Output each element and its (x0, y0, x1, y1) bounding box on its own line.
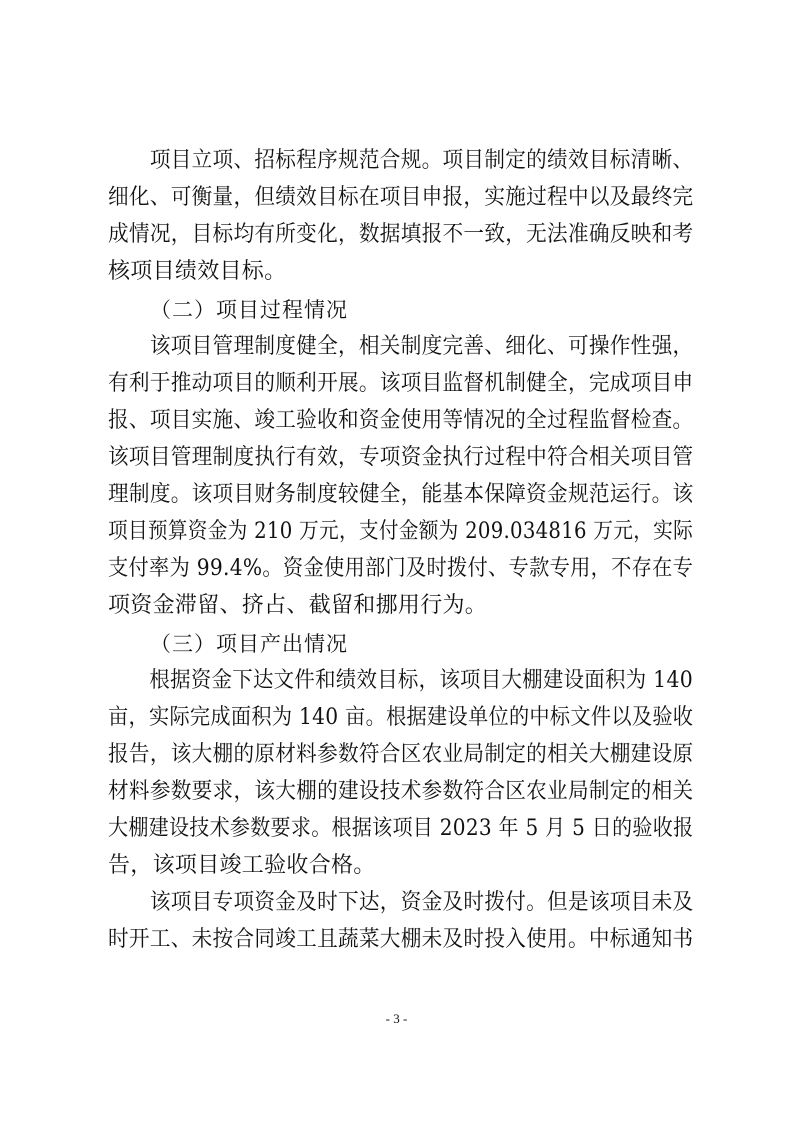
paragraph-2-line-4: 该项目管理制度执行有效，专项资金执行过程中符合相关项目管 (108, 445, 694, 470)
paragraph-3-line-1: 根据资金下达文件和绩效目标，该项目大棚建设面积为 140 (108, 668, 694, 693)
paragraph-2-line-2: 有利于推动项目的顺利开展。该项目监督机制健全，完成项目申 (108, 371, 694, 396)
paragraph-1-line-2: 细化、可衡量，但绩效目标在项目申报，实施过程中以及最终完 (108, 185, 694, 210)
page-number: - 3 - (385, 1011, 408, 1026)
paragraph-1-line-4: 核项目绩效目标。 (108, 259, 287, 284)
paragraph-1-line-1: 项目立项、招标程序规范合规。项目制定的绩效目标清晰、 (108, 148, 694, 173)
paragraph-3-line-2: 亩，实际完成面积为 140 亩。根据建设单位的中标文件以及验收 (108, 705, 694, 730)
paragraph-3-line-3: 报告，该大棚的原材料参数符合区农业局制定的相关大棚建设原 (108, 742, 694, 767)
paragraph-2-line-6: 项目预算资金为 210 万元，支付金额为 209.034816 万元，实际 (108, 519, 694, 544)
paragraph-1-line-3: 成情况，目标均有所变化，数据填报不一致，无法准确反映和考 (108, 222, 694, 247)
paragraph-2-line-1: 该项目管理制度健全，相关制度完善、细化、可操作性强， (108, 334, 694, 359)
paragraph-2-line-8: 项资金滞留、挤占、截留和挪用行为。 (108, 593, 488, 618)
section-heading-2: （二）项目过程情况 (150, 298, 348, 322)
paragraph-2-line-3: 报、项目实施、竣工验收和资金使用等情况的全过程监督检查。 (108, 408, 694, 433)
paragraph-4-line-2: 时开工、未按合同竣工且蔬菜大棚未及时投入使用。中标通知书 (108, 927, 694, 952)
section-heading-3: （三）项目产出情况 (150, 632, 348, 656)
paragraph-3-line-6: 告，该项目竣工验收合格。 (108, 853, 376, 878)
paragraph-3-line-4: 材料参数要求，该大棚的建设技术参数符合区农业局制定的相关 (108, 779, 694, 804)
paragraph-2-line-7: 支付率为 99.4%。资金使用部门及时拨付、专款专用，不存在专 (108, 556, 694, 581)
paragraph-3-line-5: 大棚建设技术参数要求。根据该项目 2023 年 5 月 5 日的验收报 (108, 816, 694, 841)
paragraph-4-line-1: 该项目专项资金及时下达，资金及时拨付。但是该项目未及 (108, 890, 694, 915)
paragraph-2-line-5: 理制度。该项目财务制度较健全，能基本保障资金规范运行。该 (108, 482, 694, 507)
